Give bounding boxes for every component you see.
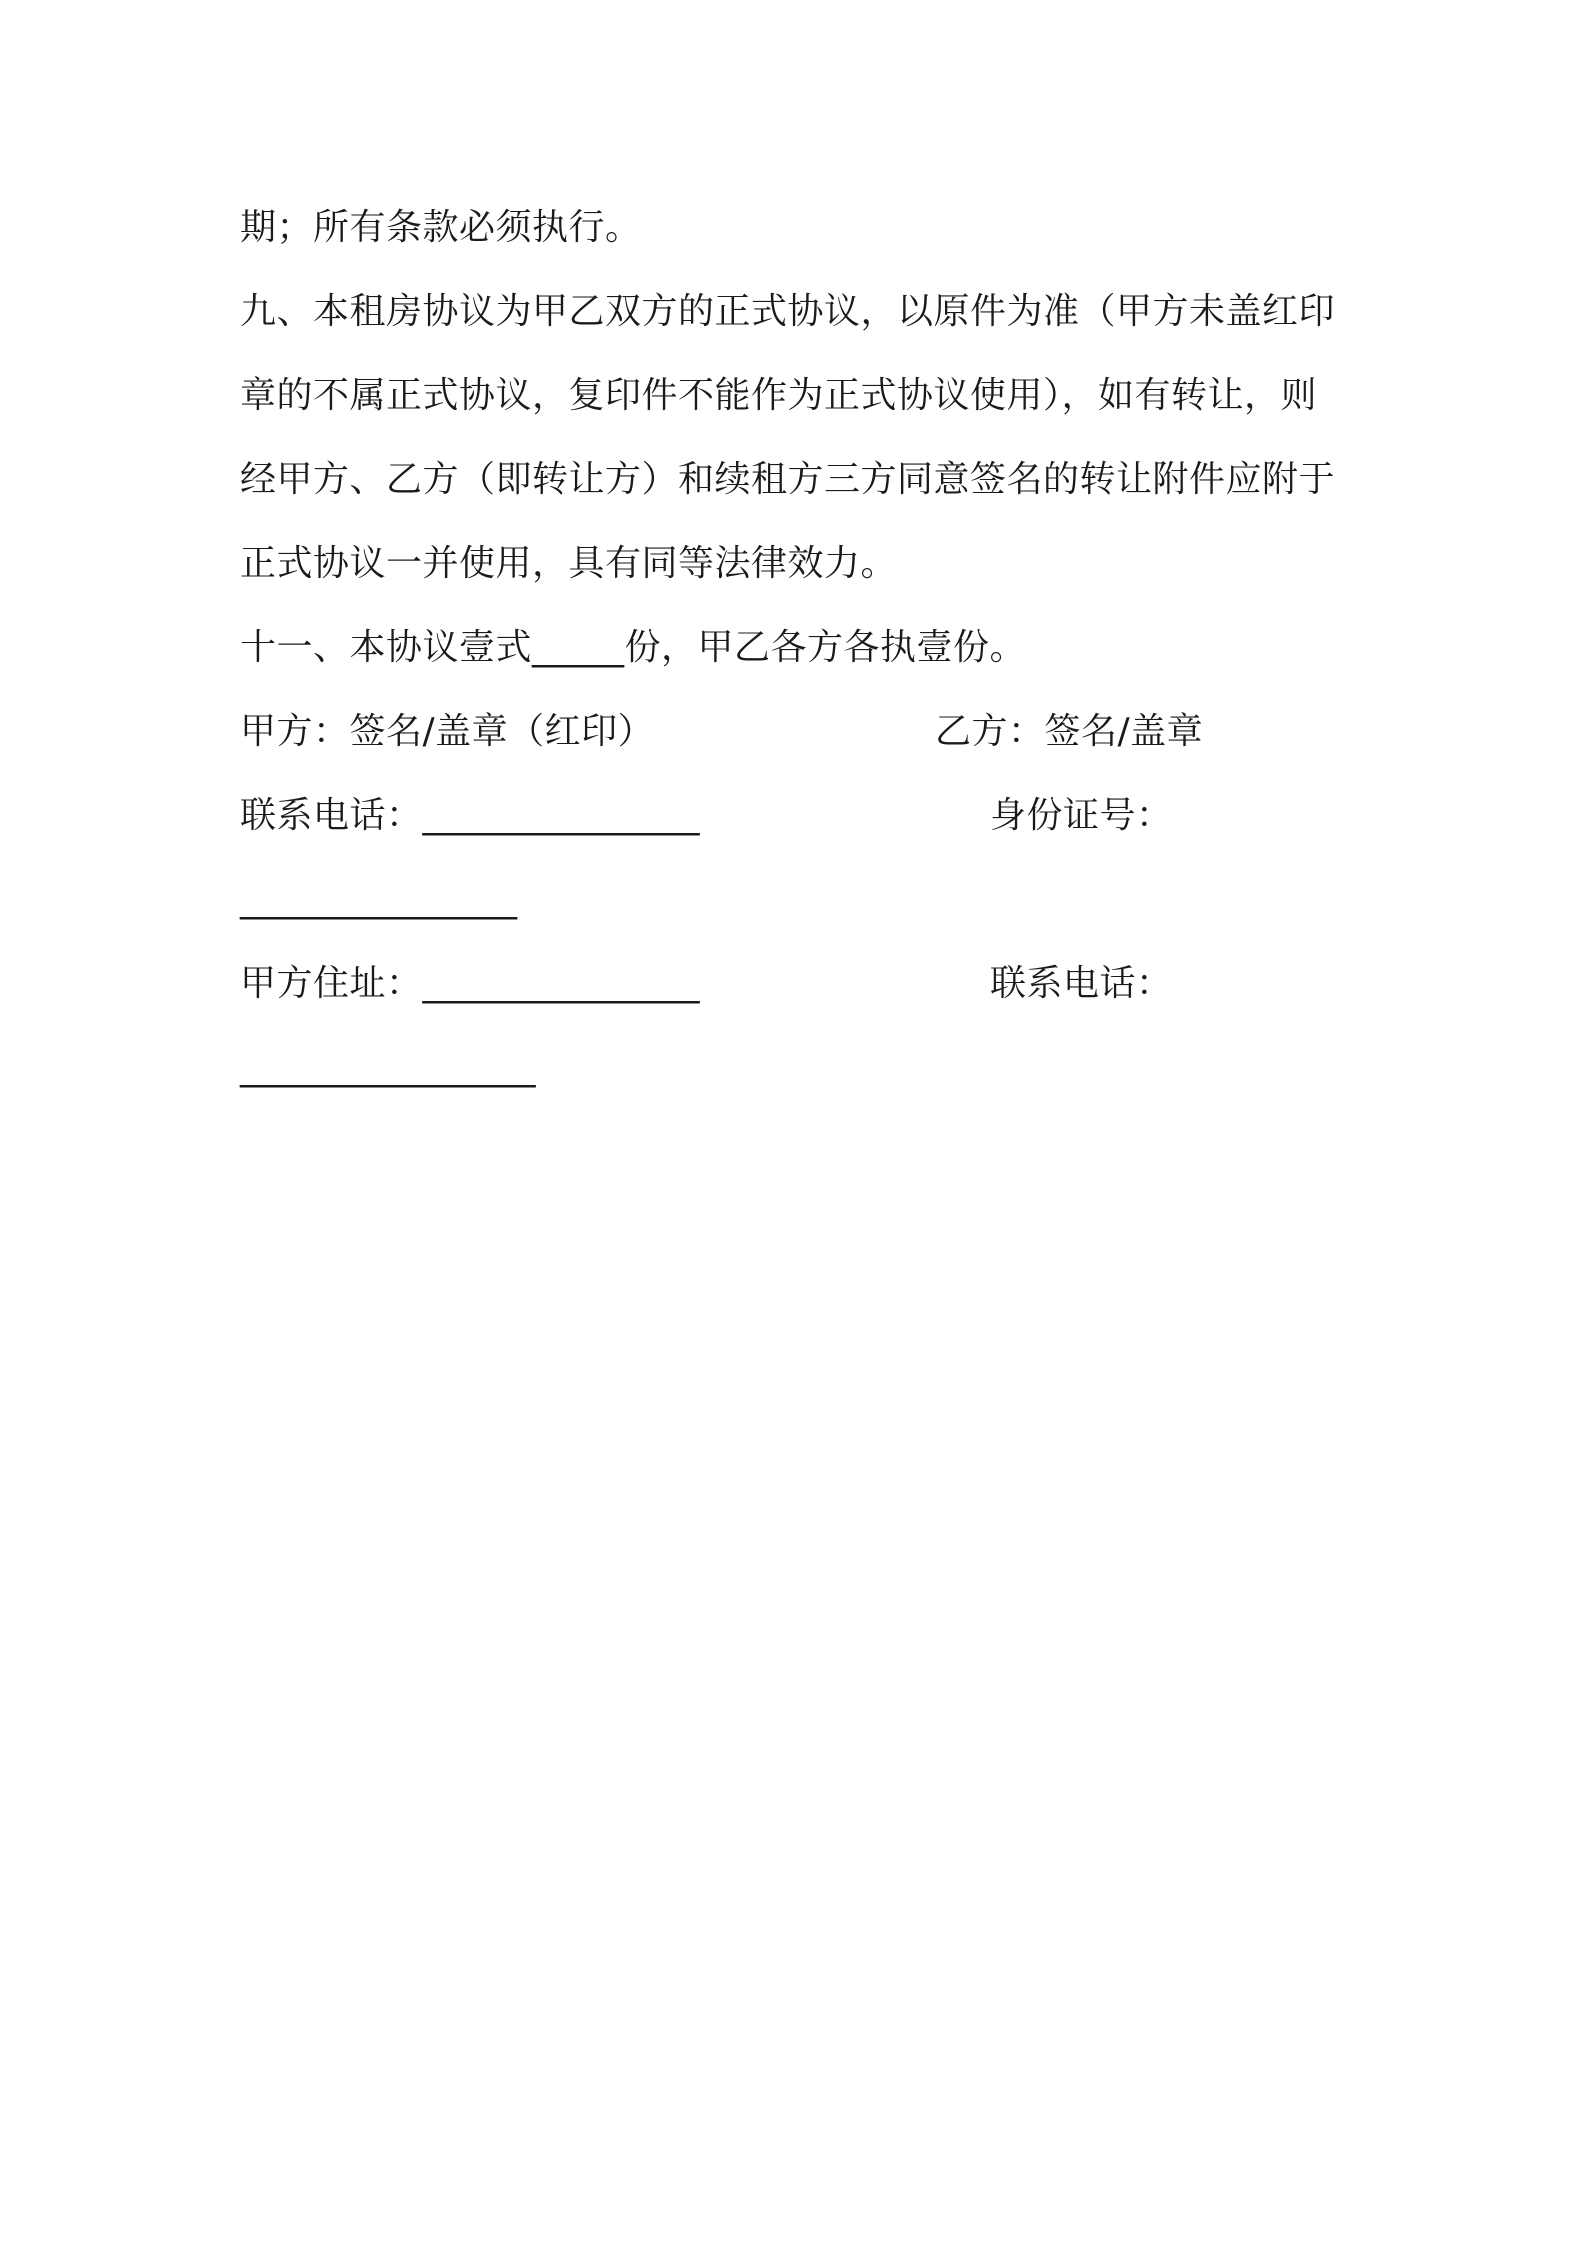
party-b-phone-blank: ________________ <box>240 1047 536 1088</box>
party-a-address-field: 甲方住址：_______________ <box>240 963 701 1004</box>
paragraph-11: 十一、本协议壹式_____份，甲乙各方各执壹份。 <box>240 627 1027 668</box>
paragraph-9-line-3: 经甲方、乙方（即转让方）和续租方三方同意签名的转让附件应附于 <box>240 459 1336 500</box>
party-b-phone-label: 联系电话： <box>990 963 1173 1004</box>
party-b-signature-label: 乙方：签名/盖章 <box>935 711 1204 752</box>
paragraph-9-line-1: 九、本租房协议为甲乙双方的正式协议，以原件为准（甲方未盖红印 <box>240 291 1336 332</box>
paragraph-8-tail: 期；所有条款必须执行。 <box>240 207 642 248</box>
party-a-phone-field: 联系电话：_______________ <box>240 795 701 836</box>
party-b-id-label: 身份证号： <box>990 795 1173 836</box>
paragraph-9-line-2: 章的不属正式协议，复印件不能作为正式协议使用），如有转让，则 <box>240 375 1318 416</box>
party-b-id-blank: _______________ <box>240 879 518 920</box>
paragraph-9-line-4: 正式协议一并使用，具有同等法律效力。 <box>240 543 898 584</box>
party-a-signature-label: 甲方：签名/盖章（红印） <box>240 711 655 752</box>
